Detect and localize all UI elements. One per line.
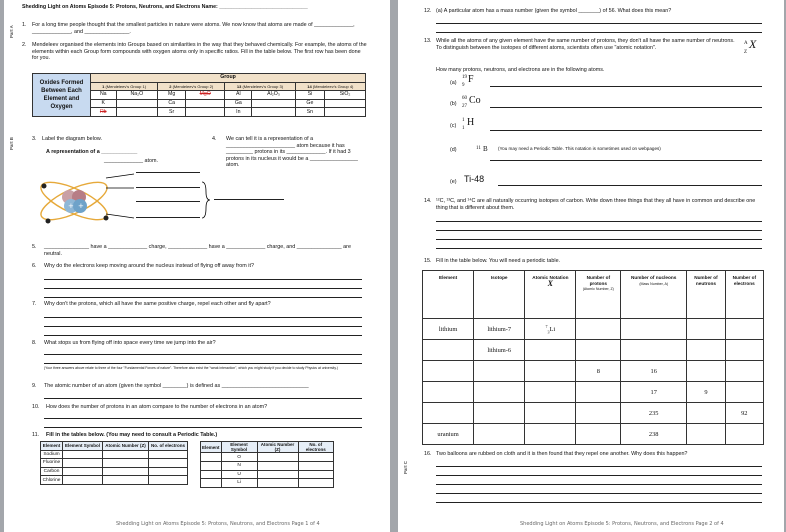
table-cell: Na₂O xyxy=(116,91,158,100)
table-cell: Al xyxy=(225,91,252,100)
answer-cell[interactable] xyxy=(423,361,474,382)
q9-text: The atomic number of an atom (given the symbol ________) is defined as _____________________________ xyxy=(44,383,309,389)
table-cell: MgO xyxy=(186,91,225,100)
table-cell: K xyxy=(91,99,117,108)
label-blank-3[interactable] xyxy=(136,201,200,202)
table-cell: Fluorine xyxy=(41,459,63,468)
atomic-notation-symbol: A Z X xyxy=(744,37,757,55)
answer-cell[interactable] xyxy=(257,479,298,488)
column-header: Number of electrons xyxy=(725,271,763,319)
table-cell: Ca xyxy=(158,99,186,108)
table-row xyxy=(423,403,764,424)
page-footer: Shedding Light on Atoms Episode 5: Protons, Neutrons, and Electrons Page 2 of 4 xyxy=(520,521,724,527)
answer-cell[interactable] xyxy=(103,467,149,476)
answer-cell[interactable] xyxy=(298,462,334,471)
answer-line[interactable] xyxy=(490,86,762,87)
q2-text: Mendeleev organised the elements into Groups based on similarities in the way that they behaved chemically. For example, the atoms of the elements within each Group form compounds with oxygen atoms only in specific ratios. Fill in the table below. The first row has been done for you. xyxy=(32,42,367,62)
answer-cell[interactable] xyxy=(298,470,334,479)
q15-number: 15. xyxy=(424,258,432,264)
answer-cell[interactable] xyxy=(725,424,763,445)
column-header: Number of protons (Atomic Number, Z) xyxy=(576,271,621,319)
answer-cell[interactable] xyxy=(621,319,687,340)
q13-text: While all the atoms of any given element have the same number of protons, they don't all have the same number of neutrons. To distinguish between the isotopes of different atoms, scientists often use "atomic notation". xyxy=(436,38,735,51)
answer-line[interactable] xyxy=(436,221,762,222)
answer-cell[interactable] xyxy=(621,340,687,361)
answer-cell[interactable] xyxy=(687,361,725,382)
table-cell: 238 xyxy=(621,424,687,445)
atom-d-label: (d) xyxy=(450,147,457,153)
table-cell: Sodium xyxy=(41,450,63,459)
answer-line[interactable] xyxy=(44,279,362,280)
table-cell: In xyxy=(225,108,252,117)
table-cell: 16 xyxy=(621,361,687,382)
atom-b-notation: 60 27 Co xyxy=(462,95,481,109)
table-cell: Ge xyxy=(295,99,325,108)
answer-cell[interactable] xyxy=(116,108,158,117)
q9-number: 9. xyxy=(32,383,37,389)
answer-cell[interactable] xyxy=(63,450,103,459)
answer-line[interactable] xyxy=(44,427,362,428)
element-table-a xyxy=(40,441,188,485)
answer-cell[interactable] xyxy=(474,403,525,424)
answer-cell[interactable] xyxy=(252,108,295,117)
table-row xyxy=(201,479,334,488)
answer-line[interactable] xyxy=(436,230,762,231)
answer-line[interactable] xyxy=(490,130,762,131)
answer-line[interactable] xyxy=(44,326,362,327)
answer-cell[interactable] xyxy=(576,319,621,340)
svg-text:+: + xyxy=(78,202,84,210)
answer-cell[interactable] xyxy=(474,361,525,382)
answer-line[interactable] xyxy=(436,239,762,240)
answer-cell[interactable] xyxy=(257,462,298,471)
table-cell: lithium-6 xyxy=(474,340,525,361)
answer-cell[interactable] xyxy=(148,450,187,459)
answer-line[interactable] xyxy=(436,32,762,33)
group-2-header: 2 (Mendeleev's Group 2) xyxy=(158,82,225,91)
atom-a-label: (a) xyxy=(450,80,457,86)
q16-number: 16. xyxy=(424,451,432,457)
page-footer: Shedding Light on Atoms Episode 5: Protons, Neutrons, and Electrons Page 1 of 4 xyxy=(116,521,320,527)
oxide-row-label: Oxides Formed Between Each Element and Oxygen xyxy=(33,74,91,117)
table-cell: Sr xyxy=(158,108,186,117)
table-row xyxy=(423,382,764,403)
q14-text: ¹²C, ¹³C, and ¹⁴C are all naturally occurring isotopes of carbon. Write down three things that they all have in common and describe one thing that is different about them. xyxy=(436,198,756,211)
answer-cell[interactable] xyxy=(325,108,366,117)
answer-cell[interactable] xyxy=(298,479,334,488)
answer-cell[interactable] xyxy=(116,99,158,108)
table-cell: Si xyxy=(295,91,325,100)
q6-number: 6. xyxy=(32,263,37,269)
column-header: Element Symbol xyxy=(221,442,257,453)
table-cell: N xyxy=(221,462,257,471)
answer-cell[interactable] xyxy=(687,403,725,424)
answer-cell[interactable] xyxy=(186,99,225,108)
answer-cell[interactable] xyxy=(525,403,576,424)
q8-number: 8. xyxy=(32,340,37,346)
atom-e-label: (e) xyxy=(450,179,457,185)
group-heading: Group xyxy=(91,74,366,83)
q4-text: We can tell it is a representation of a _______________________ atom because it has _________ protons in its _____________. If it had 3 protons in its nucleus it would be a ________________ atom. xyxy=(226,136,358,169)
q11-number: 11. xyxy=(32,432,40,438)
q6-text: Why do the electrons keep moving around the nucleus instead of flying off away from it? xyxy=(44,263,254,269)
answer-cell[interactable] xyxy=(687,340,725,361)
answer-cell[interactable] xyxy=(525,361,576,382)
table-cell: $^7_3$Li xyxy=(525,319,576,340)
group-oxide-table xyxy=(32,73,366,117)
answer-cell[interactable] xyxy=(252,99,295,108)
part-b-label: Part B xyxy=(9,137,14,150)
table-cell: Mg xyxy=(158,91,186,100)
q5-text: _______________ have a _____________ charge, _____________ have a _____________ charge, and _______________ are neutral. xyxy=(44,244,351,257)
isotope-table xyxy=(422,270,764,445)
answer-cell[interactable] xyxy=(725,340,763,361)
answer-cell[interactable] xyxy=(63,459,103,468)
q3-text: Label the diagram below. xyxy=(42,136,102,142)
label-blank-2[interactable] xyxy=(136,187,200,188)
table-cell: O xyxy=(221,453,257,462)
answer-line[interactable] xyxy=(44,354,362,355)
table-cell: Ga xyxy=(225,99,252,108)
q12-number: 12. xyxy=(424,8,432,14)
table-cell: 8 xyxy=(576,361,621,382)
column-header: Element xyxy=(201,442,222,453)
answer-line[interactable] xyxy=(436,248,762,249)
table-cell: 17 xyxy=(621,382,687,403)
q13-text-2: How many protons, neutrons, and electrons are in the following atoms. xyxy=(436,67,605,73)
q13-number: 13. xyxy=(424,38,432,44)
group-13-header: 13 (Mendeleev's Group 3) xyxy=(225,82,295,91)
table-cell: U xyxy=(221,470,257,479)
table-cell: Na xyxy=(91,91,117,100)
worksheet-page-2 xyxy=(398,0,784,532)
answer-line[interactable] xyxy=(44,363,362,364)
answer-cell[interactable] xyxy=(474,424,525,445)
answer-cell[interactable] xyxy=(687,319,725,340)
q1-text: For a long time people thought that the smallest particles in nature were atoms. We now know that atoms are made of _____________, _____________, and _______________. xyxy=(32,22,355,35)
page-header: Shedding Light on Atoms Episode 5: Protons, Neutrons, and Electrons Name: ______________________________ xyxy=(22,4,308,10)
worksheet-page-1 xyxy=(4,0,390,532)
answer-cell[interactable] xyxy=(325,99,366,108)
answer-cell[interactable] xyxy=(576,403,621,424)
q10-text: How does the number of protons in an atom compare to the number of electrons in an atom? xyxy=(46,404,268,410)
table-cell: 9 xyxy=(687,382,725,403)
answer-line[interactable] xyxy=(44,418,362,419)
table-row xyxy=(41,476,188,485)
q7-text: Why don't the protons, which all have the same positive charge, repel each other and fly apart? xyxy=(44,301,271,307)
q2-number: 2. xyxy=(22,42,27,48)
answer-line[interactable] xyxy=(436,484,762,485)
table-row xyxy=(423,319,764,340)
diagram-caption: A representation of a ____________ xyxy=(46,149,138,155)
answer-line[interactable] xyxy=(436,23,762,24)
answer-cell[interactable] xyxy=(576,382,621,403)
answer-cell[interactable] xyxy=(423,340,474,361)
answer-line[interactable] xyxy=(498,185,762,186)
answer-cell[interactable] xyxy=(201,479,222,488)
table-cell: uranium xyxy=(423,424,474,445)
q3-number: 3. xyxy=(32,136,37,142)
diagram-caption-atom: _____________ atom. xyxy=(104,158,158,164)
answer-cell[interactable] xyxy=(103,450,149,459)
table-cell: Rb xyxy=(91,108,117,117)
group-1-header: 1 (Mendeleev's Group 1) xyxy=(91,82,158,91)
answer-cell[interactable] xyxy=(525,424,576,445)
answer-line[interactable] xyxy=(44,317,362,318)
answer-cell[interactable] xyxy=(103,476,149,485)
column-header: Number of nucleons (Mass Number, A) xyxy=(621,271,687,319)
q16-text: Two balloons are rubbed on cloth and it is then found that they repel one another. Why does this happen? xyxy=(436,451,688,457)
column-header: Isotope xyxy=(474,271,525,319)
table-row xyxy=(423,424,764,445)
table-cell: Chlorine xyxy=(41,476,63,485)
answer-cell[interactable] xyxy=(148,459,187,468)
answer-cell[interactable] xyxy=(148,476,187,485)
answer-cell[interactable] xyxy=(423,403,474,424)
answer-line[interactable] xyxy=(436,502,762,503)
table-row xyxy=(41,467,188,476)
answer-cell[interactable] xyxy=(257,470,298,479)
answer-line[interactable] xyxy=(490,107,762,108)
answer-cell[interactable] xyxy=(201,470,222,479)
answer-line[interactable] xyxy=(44,398,362,399)
column-header: Atomic Number (Z) xyxy=(257,442,298,453)
label-blank-1[interactable] xyxy=(136,172,200,173)
answer-line[interactable] xyxy=(44,288,362,289)
q4-number: 4. xyxy=(212,136,217,142)
table-cell: 92 xyxy=(725,403,763,424)
table-cell: lithium-7 xyxy=(474,319,525,340)
answer-line[interactable] xyxy=(44,335,362,336)
answer-cell[interactable] xyxy=(63,467,103,476)
answer-cell[interactable] xyxy=(423,382,474,403)
table-cell: 235 xyxy=(621,403,687,424)
answer-cell[interactable] xyxy=(257,453,298,462)
atom-b-label: (b) xyxy=(450,101,457,107)
q5-number: 5. xyxy=(32,244,37,250)
q10-number: 10. xyxy=(32,404,40,410)
atom-diagram xyxy=(34,166,114,236)
column-header: Element xyxy=(423,271,474,319)
column-header: No. of electrons xyxy=(298,442,334,453)
q7-number: 7. xyxy=(32,301,37,307)
answer-cell[interactable] xyxy=(298,453,334,462)
group-14-header: 14 (Mendeleev's Group 4) xyxy=(295,82,365,91)
q11-text: Fill in the tables below. (You may need to consult a Periodic Table.) xyxy=(46,432,218,438)
atom-c-notation: 1 1 H xyxy=(462,117,475,131)
label-blank-nucleus[interactable] xyxy=(214,199,284,200)
column-header: Element Symbol xyxy=(63,442,103,451)
answer-cell[interactable] xyxy=(186,108,225,117)
atom-c-label: (c) xyxy=(450,123,457,129)
q1-number: 1. xyxy=(22,22,27,28)
answer-cell[interactable] xyxy=(148,467,187,476)
column-header: Atomic Notation X xyxy=(525,271,576,319)
table-cell: Sn xyxy=(295,108,325,117)
column-header: Number of neutrons xyxy=(687,271,725,319)
label-arrows xyxy=(104,168,214,228)
answer-cell[interactable] xyxy=(687,424,725,445)
table-row xyxy=(201,470,334,479)
answer-line[interactable] xyxy=(436,493,762,494)
answer-line[interactable] xyxy=(436,475,762,476)
column-header: No. of electrons xyxy=(148,442,187,451)
answer-cell[interactable] xyxy=(525,382,576,403)
answer-cell[interactable] xyxy=(525,340,576,361)
table-cell: lithium xyxy=(423,319,474,340)
table-cell: Li xyxy=(221,479,257,488)
q15-text: Fill in the table below. You will need a periodic table. xyxy=(436,258,561,264)
svg-text:+: + xyxy=(68,202,74,210)
column-header: Element xyxy=(41,442,63,451)
answer-cell[interactable] xyxy=(201,462,222,471)
answer-cell[interactable] xyxy=(201,453,222,462)
table-cell: SiO₂ xyxy=(325,91,366,100)
label-blank-4[interactable] xyxy=(136,217,200,218)
table-row xyxy=(41,459,188,468)
atom-a-notation: 19 9 F xyxy=(462,74,474,88)
table-cell: Al₂O₃ xyxy=(252,91,295,100)
column-header: Atomic Number (Z) xyxy=(103,442,149,451)
answer-line[interactable] xyxy=(436,466,762,467)
answer-cell[interactable] xyxy=(474,382,525,403)
table-row xyxy=(423,361,764,382)
atom-d-note: (You may need a Periodic Table. This notation is sometimes used on webpages) xyxy=(498,146,661,151)
table-row xyxy=(201,462,334,471)
q14-number: 14. xyxy=(424,198,432,204)
q12-text: (a) A particular atom has a mass number (given the symbol _______) of 56. What does this mean? xyxy=(436,8,672,14)
answer-cell[interactable] xyxy=(725,382,763,403)
atom-e-notation: Ti-48 xyxy=(464,174,485,184)
table-row xyxy=(201,453,334,462)
answer-line[interactable] xyxy=(44,297,362,298)
table-cell: Carbon xyxy=(41,467,63,476)
answer-cell[interactable] xyxy=(576,424,621,445)
answer-cell[interactable] xyxy=(103,459,149,468)
answer-cell[interactable] xyxy=(63,476,103,485)
answer-line[interactable] xyxy=(490,160,762,161)
q8-text: What stops us from flying off into space every time we jump into the air? xyxy=(44,340,216,346)
part-c-label: Part C xyxy=(403,461,408,474)
atom-d-notation: 11 B xyxy=(476,145,488,153)
part-a-label: Part A xyxy=(9,25,14,38)
q8-note: (Your three answers above relate to three of the four "Fundamental Forces of nature". Therefore also exist the "weak interaction", which you might study if you decide to study Physics at university.) xyxy=(44,366,338,370)
answer-cell[interactable] xyxy=(576,340,621,361)
answer-cell[interactable] xyxy=(725,361,763,382)
answer-cell[interactable] xyxy=(725,319,763,340)
table-row xyxy=(41,450,188,459)
element-table-b xyxy=(200,441,334,488)
table-row xyxy=(423,340,764,361)
